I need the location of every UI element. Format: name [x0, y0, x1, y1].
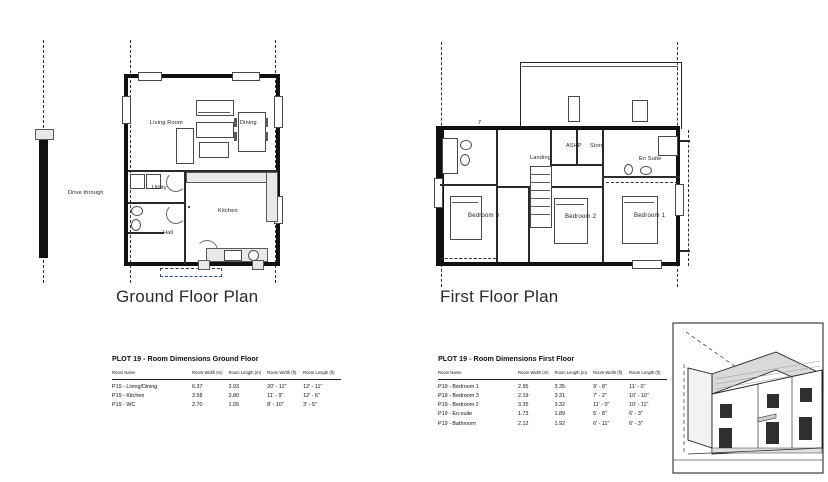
col-room-length-ft: Room Length (ft) — [303, 371, 341, 379]
table-row — [438, 391, 667, 400]
table-row — [112, 401, 341, 410]
cell-length-ft: 12' - 11" — [303, 383, 323, 390]
bed-2-pillow — [556, 204, 584, 205]
first-floor-plan — [400, 0, 828, 320]
window-right-dining — [274, 96, 283, 128]
armchair — [196, 122, 234, 138]
stair-tread-6 — [530, 214, 550, 215]
kitchen-units-right — [266, 172, 278, 222]
stair-run — [188, 206, 190, 208]
utility-appliance-1 — [130, 174, 145, 189]
cell-room-name: P19 - WC — [112, 402, 136, 409]
col-room-width-ft: Room Width (ft) — [593, 371, 629, 379]
cell-length-ft: 12' - 6" — [303, 393, 320, 400]
cell-width-ft: 6' - 11" — [593, 420, 610, 427]
dining-chair-3 — [265, 118, 268, 127]
cell-room-name: P19 - En-suite — [438, 411, 473, 418]
table-header-row — [112, 371, 341, 379]
table-row — [112, 379, 341, 391]
cell-length-m: 3.35 — [554, 383, 565, 390]
internal-wall-ff-landing-left — [496, 130, 498, 186]
table-row — [438, 410, 667, 419]
window-ff-bottom — [632, 260, 662, 269]
col-room-name: Room Name — [438, 371, 518, 379]
cell-length-ft: 6' - 3" — [629, 411, 643, 418]
first-floor-table-title: PLOT 19 - Room Dimensions First Floor — [438, 354, 575, 363]
door-arc-hall — [166, 204, 186, 224]
cell-length-m: 3.31 — [554, 393, 565, 400]
col-room-name: Room Name — [112, 371, 192, 379]
col-room-length-m: Room Length (m) — [554, 371, 593, 379]
kitchen-sink — [224, 250, 242, 261]
cell-length-ft: 11' - 0" — [629, 383, 646, 390]
cell-length-m: 3.80 — [228, 393, 239, 400]
cell-width-ft: 5' - 8" — [593, 411, 607, 418]
room-label-utility: Utility — [152, 185, 167, 191]
dimensions-table-first — [438, 371, 667, 428]
col-room-width-m: Room Width (m) — [518, 371, 554, 379]
toilet-icon-bathroom — [460, 154, 470, 166]
cell-width-m: 2.19 — [518, 393, 529, 400]
cell-width-ft: 8' - 10" — [267, 402, 284, 409]
cell-room-name: P19 - Bedroom 3 — [438, 393, 479, 400]
dining-chair-2 — [234, 132, 237, 141]
sofa-top — [196, 100, 234, 116]
porch-outline — [160, 268, 222, 277]
window-ff-left — [434, 178, 443, 208]
bed-3-pillow — [452, 202, 478, 203]
window-ff-top-2 — [632, 100, 648, 122]
room-label-store: Store — [590, 143, 605, 149]
ground-floor-plan — [0, 0, 340, 320]
bath-icon — [442, 138, 458, 174]
cell-width-ft: 20' - 11" — [267, 383, 287, 390]
cell-width-ft: 9' - 8" — [593, 383, 607, 390]
room-label-landing: Landing — [530, 155, 551, 161]
cell-length-m: 3.32 — [554, 402, 565, 409]
cell-room-name: P19 - Bathroom — [438, 420, 476, 427]
internal-wall-ff-store-bottom — [550, 164, 602, 166]
cell-length-ft: 6' - 3" — [629, 420, 643, 427]
cell-length-m: 1.92 — [554, 420, 565, 427]
dimensions-table-ground — [112, 371, 341, 410]
window-ff-right — [675, 184, 684, 216]
bed-1-pillow — [624, 202, 654, 203]
internal-wall-ff-ensuite-bottom — [604, 176, 680, 178]
table-row — [438, 401, 667, 410]
roof-outline — [520, 62, 682, 129]
dashed-ceiling-line-2 — [440, 258, 496, 259]
dining-table — [238, 112, 266, 152]
col-room-length-ft: Room Length (ft) — [629, 371, 667, 379]
wc-toilet-icon — [131, 219, 141, 231]
room-label-drive-through: Drive through — [68, 190, 104, 196]
outrigger-wall — [680, 140, 690, 142]
cell-width-m: 3.35 — [518, 402, 529, 409]
exterior-wall-ff-top — [436, 126, 680, 130]
kitchen-units-top — [186, 172, 278, 183]
cell-width-ft: 11' - 9" — [267, 393, 284, 400]
first-floor-plan-title: First Floor Plan — [440, 287, 559, 306]
room-label-kitchen: Kitchen — [218, 208, 238, 214]
ground-floor-table-title: PLOT 19 - Room Dimensions Ground Floor — [112, 354, 259, 363]
house-render-svg — [672, 322, 824, 474]
cell-width-m: 6.37 — [192, 383, 203, 390]
col-room-width-ft: Room Width (ft) — [267, 371, 303, 379]
room-label-bedroom-1: Bedroom 1 — [634, 213, 666, 219]
internal-wall-ff-bed2-right — [602, 130, 604, 262]
table-row — [438, 419, 667, 428]
basin-icon-ensuite — [640, 166, 652, 175]
cell-length-ft: 3' - 5" — [303, 402, 317, 409]
dashed-eaves-line — [688, 130, 689, 266]
toilet-icon-ensuite — [624, 164, 633, 175]
dashed-ceiling-line-1 — [606, 182, 678, 183]
internal-wall-ff-bed3-right — [496, 186, 498, 262]
outrigger-wall-2 — [680, 250, 690, 252]
sofa-top-detail — [198, 112, 230, 113]
dining-chair-4 — [265, 132, 268, 141]
first-floor-dimensions-table — [438, 354, 688, 428]
bed-bedroom-1 — [622, 196, 658, 244]
room-label-dining: Dining — [240, 120, 257, 126]
cell-width-m: 2.70 — [192, 402, 203, 409]
cell-width-ft: 11' - 0" — [593, 402, 610, 409]
ground-floor-plan-title: Ground Floor Plan — [116, 287, 259, 306]
room-label-living-room: Living Room — [150, 120, 183, 126]
sofa-left — [176, 128, 194, 164]
cell-length-m: 3.93 — [228, 383, 239, 390]
window-top-left — [138, 72, 162, 81]
cell-width-ft: 7' - 2" — [593, 393, 607, 400]
window-ff-top-1 — [568, 96, 580, 122]
staircase — [530, 166, 552, 228]
cell-length-m: 1.89 — [554, 411, 565, 418]
boundary-wall-cap — [35, 129, 54, 140]
col-room-width-m: Room Width (m) — [192, 371, 228, 379]
table-header-row — [438, 371, 667, 379]
cell-length-ft: 10' - 11" — [629, 402, 649, 409]
table-row — [438, 379, 667, 391]
wc-basin-icon — [131, 206, 143, 216]
window-left-living — [122, 96, 131, 124]
coffee-table — [199, 142, 229, 158]
cell-width-m: 2.95 — [518, 383, 529, 390]
room-label-ashp: ASHP — [566, 143, 582, 149]
cell-room-name: P19 - Living/Dining — [112, 383, 158, 390]
cell-length-m: 1.05 — [228, 402, 239, 409]
cell-room-name: P19 - Bedroom 2 — [438, 402, 479, 409]
stair-tread-5 — [530, 206, 550, 207]
cell-room-name: P19 - Kitchen — [112, 393, 145, 400]
basin-icon-bathroom — [460, 140, 472, 150]
shower-tray-icon — [658, 136, 678, 156]
room-label-en-suite: En Suite — [639, 156, 662, 162]
cell-width-m: 1.73 — [518, 411, 529, 418]
table-row — [112, 391, 341, 400]
house-3d-render — [672, 322, 824, 474]
stair-tread-3 — [530, 190, 550, 191]
stair-tread-1 — [530, 174, 550, 175]
boundary-wall — [39, 133, 48, 258]
room-label-bedroom-2: Bedroom 2 — [565, 214, 597, 220]
ground-floor-dimensions-table — [112, 354, 362, 410]
cell-width-m: 3.58 — [192, 393, 203, 400]
bed-bedroom-2 — [554, 198, 588, 244]
cell-room-name: P19 - Bedroom 1 — [438, 383, 479, 390]
cell-width-m: 2.12 — [518, 420, 529, 427]
internal-wall-ff-bath-bottom — [440, 184, 498, 186]
internal-wall-lobby — [128, 232, 164, 234]
stair-tread-2 — [530, 182, 550, 183]
entrance-block-left — [198, 260, 210, 270]
col-room-length-m: Room Length (m) — [228, 371, 267, 379]
room-label-hall: Hall — [163, 230, 174, 236]
room-label-bedroom-3: Bedroom 3 — [468, 213, 500, 219]
roof-ridge-line — [522, 66, 678, 67]
door-arc-utility — [166, 172, 186, 192]
window-top-right — [232, 72, 260, 81]
stair-tread-4 — [530, 198, 550, 199]
cell-length-ft: 10' - 10" — [629, 393, 649, 400]
entrance-block-right — [252, 260, 264, 270]
room-label-seven: 7 — [478, 120, 482, 126]
dining-chair-1 — [234, 118, 237, 127]
